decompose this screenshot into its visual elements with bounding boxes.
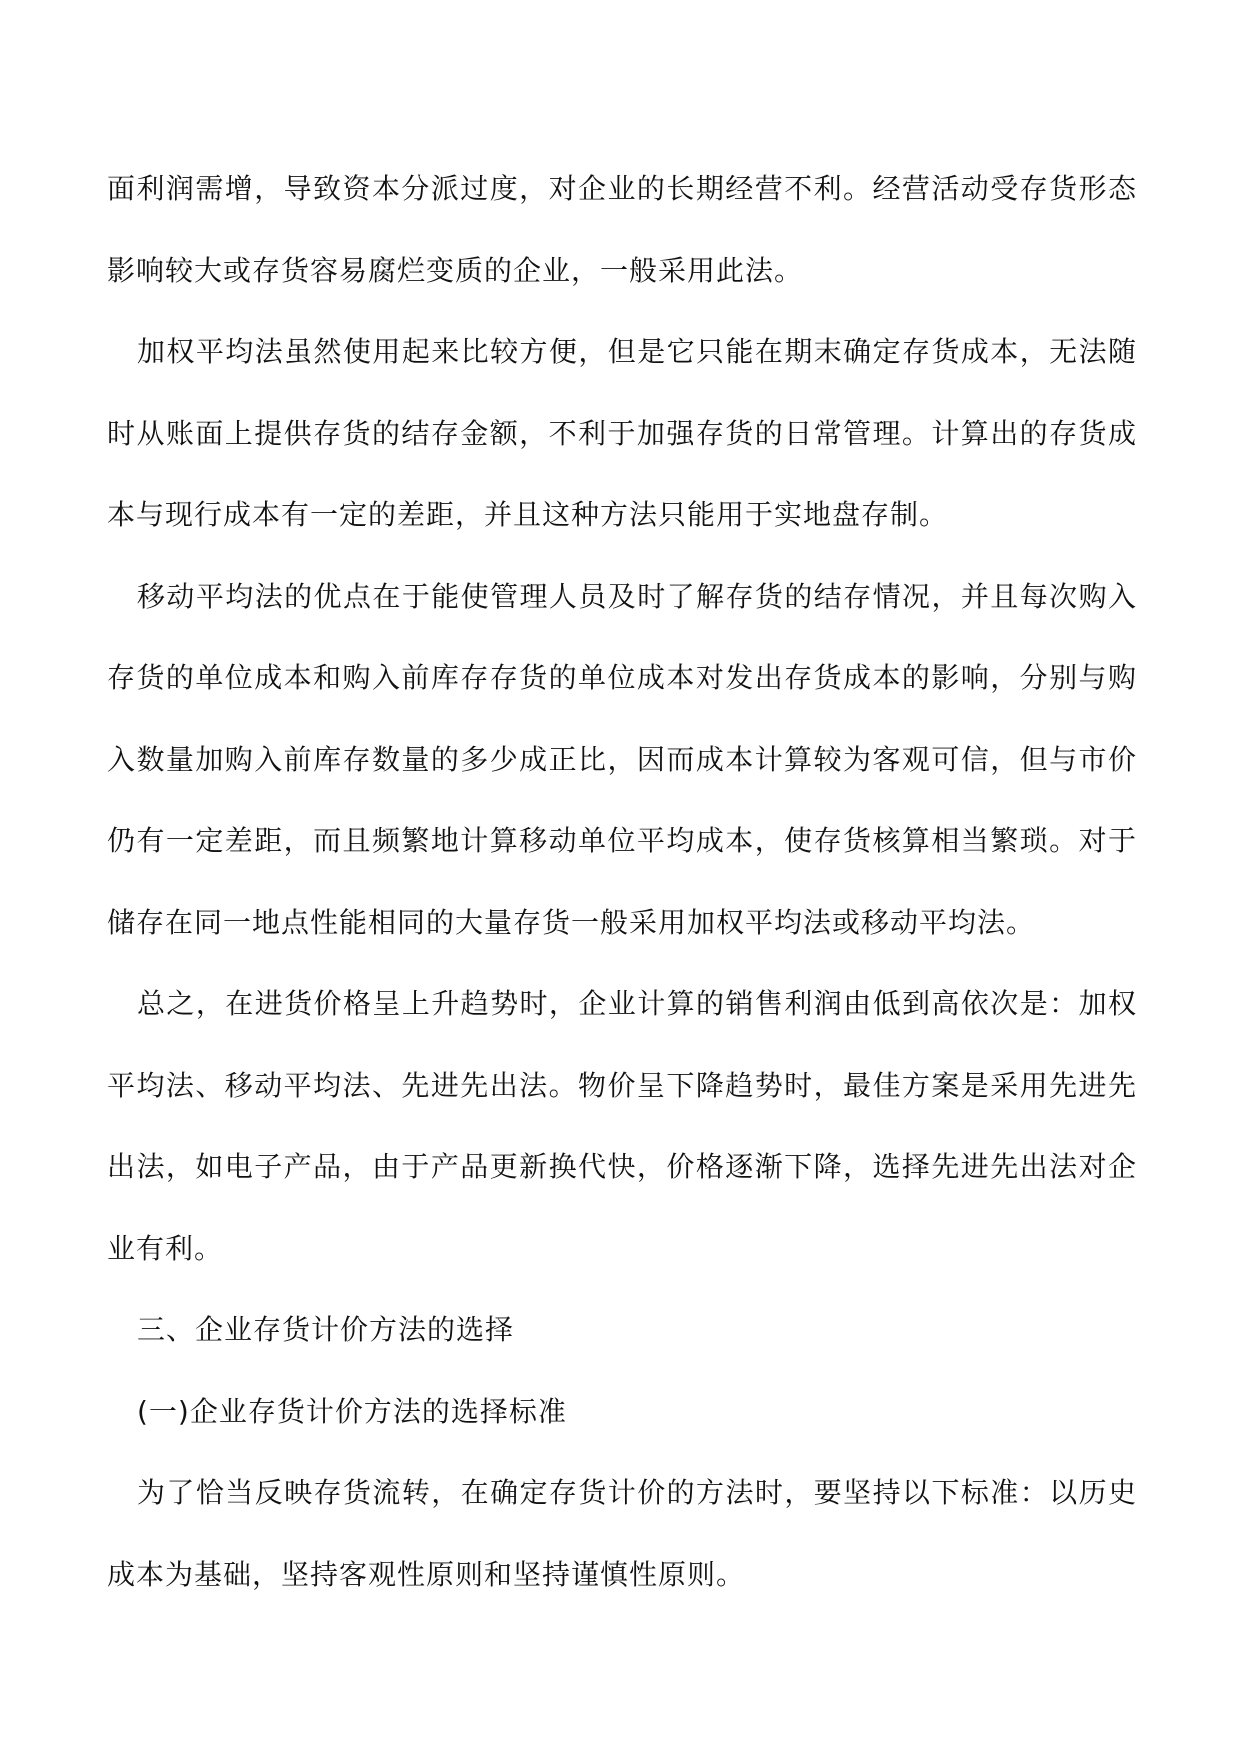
paragraph-summary: 总之，在进货价格呈上升趋势时，企业计算的销售利润由低到高依次是：加权平均法、移动平均法、先进先出法。物价呈下降趋势时，最佳方案是采用先进先出法，如电子产品，由于产品更新换代快，价格逐渐下降，选择先进先出法对企业有利。	[107, 987, 1137, 1265]
paragraph-selection-standard: 为了恰当反映存货流转，在确定存货计价的方法时，要坚持以下标准：以历史成本为基础，坚持客观性原则和坚持谨慎性原则。	[107, 1476, 1137, 1591]
section-heading: 三、企业存货计价方法的选择	[137, 1313, 515, 1346]
subsection-heading: (一)企业存货计价方法的选择标准	[137, 1394, 567, 1428]
document-body	[107, 148, 1137, 1615]
paragraph-continuation: 面利润需增，导致资本分派过度，对企业的长期经营不利。经营活动受存货形态影响较大或存货容易腐烂变质的企业，一般采用此法。	[107, 172, 1137, 287]
paragraph-weighted-average: 加权平均法虽然使用起来比较方便，但是它只能在期末确定存货成本，无法随时从账面上提供存货的结存金额，不利于加强存货的日常管理。计算出的存货成本与现行成本有一定的差距，并且这种方法只能用于实地盘存制。	[107, 335, 1137, 531]
paragraph-moving-average: 移动平均法的优点在于能使管理人员及时了解存货的结存情况，并且每次购入存货的单位成本和购入前库存存货的单位成本对发出存货成本的影响，分别与购入数量加购入前库存数量的多少成正比，因而成本计算较为客观可信，但与市价仍有一定差距，而且频繁地计算移动单位平均成本，使存货核算相当繁琐。对于储存在同一地点性能相同的大量存货一般采用加权平均法或移动平均法。	[107, 579, 1137, 939]
